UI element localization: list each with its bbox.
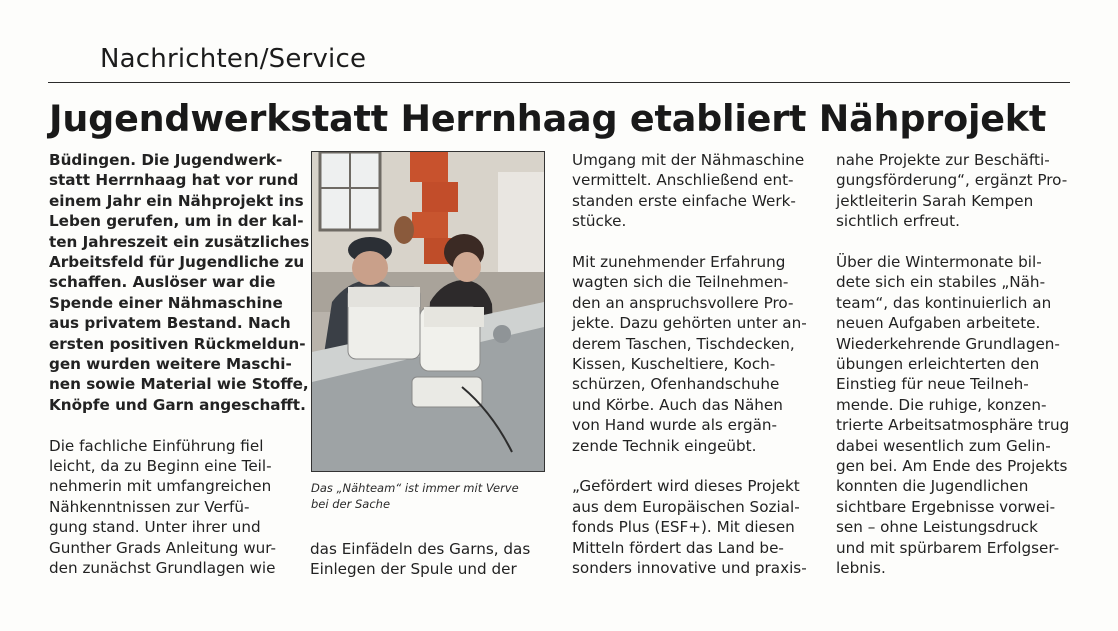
article-column-2 bbox=[310, 539, 555, 580]
text-line: übungen erleichterten den bbox=[836, 355, 1040, 374]
article-column-4 bbox=[836, 150, 1076, 579]
article-column-3 bbox=[572, 150, 812, 579]
text-line: den an anspruchsvollere Pro- bbox=[572, 293, 794, 312]
text-line: Mitteln fördert das Land be- bbox=[572, 538, 784, 557]
text-line: aus privatem Bestand. Nach bbox=[49, 314, 291, 333]
text-line: gen wurden weitere Maschi- bbox=[49, 355, 292, 374]
text-line: Einlegen der Spule und der bbox=[310, 560, 517, 579]
text-line: statt Herrnhaag hat vor rund bbox=[49, 171, 299, 190]
text-line: fonds Plus (ESF+). Mit diesen bbox=[572, 518, 795, 537]
text-line: sonders innovative und praxis- bbox=[572, 559, 807, 578]
body-paragraph bbox=[49, 436, 289, 579]
text-line: aus dem Europäischen Sozial- bbox=[572, 497, 800, 516]
text-line: standen erste einfache Werk- bbox=[572, 191, 796, 210]
text-line: Arbeitsfeld für Jugendliche zu bbox=[49, 253, 305, 272]
photo-sewing-team bbox=[312, 152, 544, 471]
text-line: Die fachliche Einführung fiel bbox=[49, 436, 264, 455]
text-line: sichtlich erfreut. bbox=[836, 212, 960, 231]
text-line: dabei wesentlich zum Gelin- bbox=[836, 436, 1051, 455]
text-line: Wiederkehrende Grundlagen- bbox=[836, 334, 1060, 353]
body-paragraph bbox=[572, 150, 812, 232]
text-line: konnten die Jugendlichen bbox=[836, 477, 1029, 496]
section-label: Nachrichten/Service bbox=[100, 44, 367, 74]
text-line: Kissen, Kuscheltiere, Koch- bbox=[572, 355, 776, 374]
text-line: Gunther Grads Anleitung wur- bbox=[49, 538, 276, 557]
text-line: neuen Aufgaben arbeitete. bbox=[836, 314, 1041, 333]
text-line: Knöpfe und Garn angeschafft. bbox=[49, 395, 306, 414]
text-line: Leben gerufen, um in der kal- bbox=[49, 212, 304, 231]
text-line: Umgang mit der Nähmaschine bbox=[572, 151, 805, 169]
body-paragraph bbox=[836, 252, 1076, 579]
text-line: mende. Die ruhige, konzen- bbox=[836, 395, 1047, 414]
text-line: sichtbare Ergebnisse vorwei- bbox=[836, 497, 1056, 516]
caption-line: bei der Sache bbox=[311, 496, 391, 511]
header-rule bbox=[48, 82, 1070, 83]
text-line: gungsförderung“, ergänzt Pro- bbox=[836, 171, 1068, 190]
text-line: stücke. bbox=[572, 212, 627, 231]
text-line: gung stand. Unter ihrer und bbox=[49, 518, 261, 537]
text-line: Mit zunehmender Erfahrung bbox=[572, 253, 786, 272]
text-line: leicht, da zu Beginn eine Teil- bbox=[49, 457, 272, 476]
text-line: trierte Arbeitsatmosphäre trug bbox=[836, 416, 1070, 435]
text-line: team“, das kontinuierlich an bbox=[836, 293, 1052, 312]
text-line: nen sowie Material wie Stoffe, bbox=[49, 375, 309, 394]
text-line: sen – ohne Leistungsdruck bbox=[836, 518, 1038, 537]
lead-paragraph bbox=[49, 150, 310, 415]
text-line: „Gefördert wird dieses Projekt bbox=[572, 477, 800, 496]
text-line: dete sich ein stabiles „Näh- bbox=[836, 273, 1046, 292]
headline: Jugendwerkstatt Herrnhaag etabliert Nähprojekt bbox=[49, 97, 1047, 140]
text-line: jektleiterin Sarah Kempen bbox=[836, 191, 1034, 210]
quote-paragraph bbox=[572, 476, 812, 578]
photo-caption bbox=[311, 481, 551, 512]
text-line: Einstieg für neue Teilneh- bbox=[836, 375, 1029, 394]
text-line: und Körbe. Auch das Nähen bbox=[572, 395, 783, 414]
text-line: jekte. Dazu gehörten unter an- bbox=[572, 314, 807, 333]
text-line: Über die Wintermonate bil- bbox=[836, 253, 1042, 272]
caption-line: Das „Nähteam“ ist immer mit Verve bbox=[311, 481, 519, 495]
text-line: Spende einer Nähmaschine bbox=[49, 293, 283, 312]
text-line: zende Technik eingeübt. bbox=[572, 436, 757, 455]
text-line: derem Taschen, Tischdecken, bbox=[572, 334, 795, 353]
text-line: ersten positiven Rückmeldun- bbox=[49, 334, 306, 353]
text-line: Nähkenntnissen zur Verfü- bbox=[49, 497, 250, 516]
article-photo bbox=[311, 151, 545, 472]
body-paragraph bbox=[572, 252, 812, 456]
text-line: schürzen, Ofenhandschuhe bbox=[572, 375, 780, 394]
text-line: ten Jahreszeit ein zusätzliches bbox=[49, 232, 310, 251]
text-line: gen bei. Am Ende des Projekts bbox=[836, 457, 1068, 476]
text-line: Büdingen. Die Jugendwerk- bbox=[49, 151, 283, 169]
text-line: schaffen. Auslöser war die bbox=[49, 273, 276, 292]
text-line: lebnis. bbox=[836, 559, 886, 578]
text-line: von Hand wurde als ergän- bbox=[572, 416, 778, 435]
text-line: wagten sich die Teilnehmen- bbox=[572, 273, 789, 292]
body-paragraph bbox=[836, 150, 1076, 232]
text-line: und mit spürbarem Erfolgser- bbox=[836, 538, 1060, 557]
text-line: einem Jahr ein Nähprojekt ins bbox=[49, 191, 304, 210]
text-line: vermittelt. Anschließend ent- bbox=[572, 171, 794, 190]
text-line: das Einfädeln des Garns, das bbox=[310, 540, 531, 558]
text-line: den zunächst Grundlagen wie bbox=[49, 559, 276, 578]
article-column-1 bbox=[49, 150, 310, 579]
text-line: nehmerin mit umfangreichen bbox=[49, 477, 272, 496]
text-line: nahe Projekte zur Beschäfti- bbox=[836, 151, 1050, 169]
